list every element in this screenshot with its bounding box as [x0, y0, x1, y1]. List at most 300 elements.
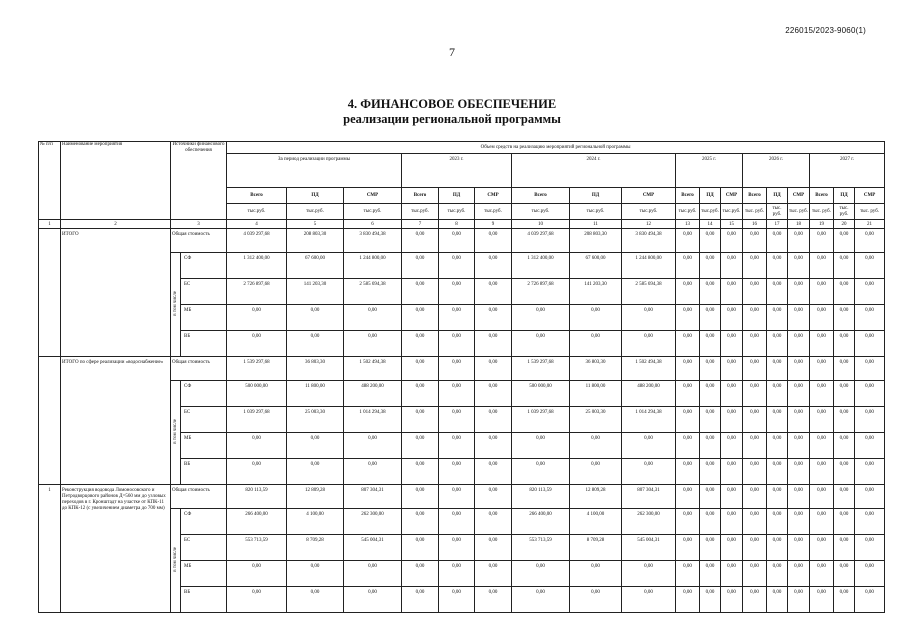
value-cell: 0,00 — [287, 433, 344, 459]
value-cell: 0,00 — [700, 381, 721, 407]
value-cell: 262 300,00 — [344, 509, 402, 535]
value-cell: 0,00 — [439, 279, 475, 305]
value-cell: 0,00 — [788, 561, 810, 587]
header-sublabel: ПД — [570, 188, 622, 204]
header-sublabel: СМР — [475, 188, 512, 204]
value-cell: 0,00 — [834, 407, 855, 433]
value-cell: 0,00 — [767, 509, 788, 535]
header-sublabel: Всего — [512, 188, 570, 204]
value-cell: 0,00 — [743, 433, 767, 459]
value-cell: 0,00 — [700, 459, 721, 485]
value-cell: 0,00 — [475, 485, 512, 509]
value-cell: 0,00 — [743, 305, 767, 331]
row-number — [39, 357, 61, 485]
value-cell: 36 803,30 — [570, 357, 622, 381]
header-year-2023: 2023 г. — [402, 154, 512, 188]
value-cell: 0,00 — [344, 587, 402, 613]
value-cell: 3 830 494,38 — [622, 229, 676, 253]
value-cell: 0,00 — [855, 279, 885, 305]
value-cell: 0,00 — [227, 561, 287, 587]
header-column-numbers-row — [39, 220, 885, 229]
value-cell: 0,00 — [834, 535, 855, 561]
table-row — [39, 485, 885, 509]
column-number: 12 — [622, 220, 676, 229]
value-cell: 0,00 — [767, 561, 788, 587]
value-cell: 820 113,59 — [512, 485, 570, 509]
value-cell: 545 004,31 — [622, 535, 676, 561]
value-cell: 0,00 — [743, 407, 767, 433]
value-cell: 2 585 694,38 — [622, 279, 676, 305]
source-мб: МБ — [181, 561, 227, 587]
value-cell: 0,00 — [676, 253, 700, 279]
column-number: 1 — [39, 220, 61, 229]
value-cell: 0,00 — [810, 459, 834, 485]
event-name: Реконструкция водовода Ломоносовского и Петродворцового районов Д=560 мм до узловых переходов в г. Кронштадт на участке от КПК-11 до КПК-12 (с увеличением диаметра до 700 мм) — [61, 485, 171, 613]
value-cell: 0,00 — [743, 331, 767, 357]
value-cell: 141 203,30 — [287, 279, 344, 305]
value-cell: 0,00 — [622, 459, 676, 485]
financing-table-container — [38, 141, 880, 603]
header-unit: тыс.руб. — [512, 204, 570, 220]
value-cell: 553 713,59 — [227, 535, 287, 561]
value-cell: 0,00 — [676, 305, 700, 331]
value-cell: 0,00 — [287, 587, 344, 613]
value-cell: 208 803,30 — [287, 229, 344, 253]
value-cell: 262 300,00 — [622, 509, 676, 535]
value-cell: 0,00 — [810, 253, 834, 279]
value-cell: 0,00 — [676, 381, 700, 407]
title-line-2: реализации региональной программы — [343, 112, 561, 126]
value-cell: 500 000,00 — [227, 381, 287, 407]
value-cell: 0,00 — [622, 433, 676, 459]
value-cell: 0,00 — [721, 535, 743, 561]
value-cell: 0,00 — [743, 279, 767, 305]
value-cell: 0,00 — [475, 279, 512, 305]
value-cell: 4 039 297,68 — [512, 229, 570, 253]
in-that-number-text: в том числе — [173, 547, 178, 572]
value-cell: 0,00 — [676, 433, 700, 459]
value-cell: 1 244 800,00 — [622, 253, 676, 279]
value-cell: 0,00 — [700, 485, 721, 509]
value-cell: 0,00 — [402, 509, 439, 535]
header-unit: тыс.руб. — [439, 204, 475, 220]
value-cell: 0,00 — [834, 229, 855, 253]
value-cell: 8 709,28 — [570, 535, 622, 561]
value-cell: 0,00 — [767, 305, 788, 331]
source-сф: СФ — [181, 509, 227, 535]
value-cell: 0,00 — [834, 331, 855, 357]
value-cell: 0,00 — [810, 535, 834, 561]
value-cell: 0,00 — [402, 561, 439, 587]
column-number: 21 — [855, 220, 885, 229]
value-cell: 0,00 — [402, 229, 439, 253]
value-cell: 0,00 — [439, 381, 475, 407]
value-cell: 0,00 — [700, 229, 721, 253]
header-unit: тыс.руб. — [402, 204, 439, 220]
value-cell: 0,00 — [767, 407, 788, 433]
value-cell: 266 400,00 — [512, 509, 570, 535]
column-number: 17 — [767, 220, 788, 229]
header-unit: тыс.руб. — [700, 204, 721, 220]
value-cell: 8 709,28 — [287, 535, 344, 561]
value-cell: 0,00 — [439, 485, 475, 509]
header-year-2026: 2026 г. — [743, 154, 810, 188]
value-cell: 1 312 400,00 — [512, 253, 570, 279]
value-cell: 0,00 — [743, 509, 767, 535]
value-cell: 0,00 — [622, 331, 676, 357]
column-number: 18 — [788, 220, 810, 229]
in-that-number-label — [171, 253, 181, 357]
value-cell: 0,00 — [676, 509, 700, 535]
value-cell: 0,00 — [512, 331, 570, 357]
source-total: Общая стоимость — [171, 485, 227, 509]
value-cell: 0,00 — [767, 587, 788, 613]
value-cell: 0,00 — [402, 331, 439, 357]
value-cell: 0,00 — [834, 357, 855, 381]
value-cell: 0,00 — [676, 279, 700, 305]
value-cell: 0,00 — [721, 407, 743, 433]
value-cell: 0,00 — [475, 561, 512, 587]
value-cell: 0,00 — [475, 459, 512, 485]
value-cell: 1 539 297,68 — [512, 357, 570, 381]
value-cell: 0,00 — [475, 253, 512, 279]
value-cell: 0,00 — [227, 459, 287, 485]
value-cell: 1 244 800,00 — [344, 253, 402, 279]
value-cell: 0,00 — [700, 279, 721, 305]
value-cell: 0,00 — [810, 381, 834, 407]
value-cell: 0,00 — [700, 587, 721, 613]
column-number: 9 — [475, 220, 512, 229]
value-cell: 1 014 294,38 — [622, 407, 676, 433]
value-cell: 0,00 — [512, 305, 570, 331]
value-cell: 0,00 — [788, 407, 810, 433]
value-cell: 0,00 — [439, 331, 475, 357]
document-id: 226015/2023-9060(1) — [785, 26, 866, 35]
value-cell: 0,00 — [834, 433, 855, 459]
value-cell: 0,00 — [439, 561, 475, 587]
value-cell: 0,00 — [855, 357, 885, 381]
value-cell: 3 830 494,38 — [344, 229, 402, 253]
title-line-1: 4. ФИНАНСОВОЕ ОБЕСПЕЧЕНИЕ — [347, 97, 557, 111]
value-cell: 488 200,00 — [622, 381, 676, 407]
value-cell: 0,00 — [788, 357, 810, 381]
header-sublabel: СМР — [622, 188, 676, 204]
source-бс: БС — [181, 279, 227, 305]
value-cell: 0,00 — [810, 305, 834, 331]
source-вб: ВБ — [181, 587, 227, 613]
value-cell: 0,00 — [788, 305, 810, 331]
column-number: 7 — [402, 220, 439, 229]
value-cell: 488 200,00 — [344, 381, 402, 407]
value-cell: 0,00 — [227, 305, 287, 331]
value-cell: 0,00 — [767, 229, 788, 253]
value-cell: 0,00 — [721, 587, 743, 613]
value-cell: 0,00 — [700, 509, 721, 535]
column-number: 14 — [700, 220, 721, 229]
value-cell: 0,00 — [402, 357, 439, 381]
value-cell: 0,00 — [439, 305, 475, 331]
header-unit: тыс. руб. — [834, 204, 855, 220]
value-cell: 0,00 — [721, 485, 743, 509]
value-cell: 1 502 494,38 — [344, 357, 402, 381]
value-cell: 0,00 — [788, 459, 810, 485]
value-cell: 0,00 — [767, 357, 788, 381]
value-cell: 807 304,31 — [622, 485, 676, 509]
source-вб: ВБ — [181, 459, 227, 485]
value-cell: 0,00 — [767, 331, 788, 357]
value-cell: 0,00 — [700, 305, 721, 331]
value-cell: 0,00 — [834, 485, 855, 509]
value-cell: 0,00 — [622, 587, 676, 613]
source-мб: МБ — [181, 433, 227, 459]
header-year-2025: 2025 г. — [676, 154, 743, 188]
source-total: Общая стоимость — [171, 229, 227, 253]
header-year-2027: 2027 г. — [810, 154, 885, 188]
value-cell: 0,00 — [834, 459, 855, 485]
value-cell: 0,00 — [439, 509, 475, 535]
header-sublabel: СМР — [788, 188, 810, 204]
header-source: Источники финансового обеспечения — [171, 142, 227, 220]
header-sublabel: СМР — [721, 188, 743, 204]
header-unit: тыс.руб. — [475, 204, 512, 220]
value-cell: 0,00 — [810, 357, 834, 381]
value-cell: 0,00 — [227, 433, 287, 459]
header-sublabel: ПД — [700, 188, 721, 204]
value-cell: 0,00 — [512, 433, 570, 459]
value-cell: 0,00 — [570, 587, 622, 613]
value-cell: 0,00 — [834, 509, 855, 535]
value-cell: 0,00 — [700, 561, 721, 587]
value-cell: 0,00 — [810, 587, 834, 613]
value-cell: 0,00 — [439, 357, 475, 381]
value-cell: 25 003,30 — [570, 407, 622, 433]
row-number — [39, 229, 61, 357]
header-sublabel: ПД — [767, 188, 788, 204]
value-cell: 1 014 294,38 — [344, 407, 402, 433]
value-cell: 0,00 — [788, 381, 810, 407]
header-sublabel: СМР — [855, 188, 885, 204]
value-cell: 0,00 — [622, 561, 676, 587]
header-volume: Объем средств на реализацию мероприятий региональной программы — [227, 142, 885, 154]
header-unit: тыс.руб. — [344, 204, 402, 220]
value-cell: 0,00 — [402, 253, 439, 279]
value-cell: 1 502 494,38 — [622, 357, 676, 381]
value-cell: 0,00 — [743, 459, 767, 485]
header-unit: тыс. руб. — [767, 204, 788, 220]
value-cell: 0,00 — [287, 561, 344, 587]
source-сф: СФ — [181, 381, 227, 407]
value-cell: 0,00 — [834, 253, 855, 279]
page-number: 7 — [449, 45, 455, 59]
header-sublabel: СМР — [344, 188, 402, 204]
column-number: 13 — [676, 220, 700, 229]
value-cell: 25 003,30 — [287, 407, 344, 433]
value-cell: 0,00 — [855, 433, 885, 459]
value-cell: 0,00 — [721, 433, 743, 459]
column-number: 3 — [171, 220, 227, 229]
value-cell: 0,00 — [402, 381, 439, 407]
value-cell: 0,00 — [721, 357, 743, 381]
value-cell: 2 726 897,68 — [512, 279, 570, 305]
value-cell: 0,00 — [721, 459, 743, 485]
value-cell: 0,00 — [570, 433, 622, 459]
column-number: 2 — [61, 220, 171, 229]
value-cell: 0,00 — [767, 279, 788, 305]
value-cell: 0,00 — [855, 509, 885, 535]
value-cell: 0,00 — [721, 509, 743, 535]
event-name: ИТОГО — [61, 229, 171, 357]
value-cell: 0,00 — [700, 535, 721, 561]
value-cell: 0,00 — [570, 331, 622, 357]
value-cell: 0,00 — [700, 407, 721, 433]
value-cell: 0,00 — [512, 459, 570, 485]
value-cell: 0,00 — [810, 331, 834, 357]
header-name: Наименование мероприятия — [61, 142, 171, 220]
value-cell: 0,00 — [767, 381, 788, 407]
value-cell: 0,00 — [743, 229, 767, 253]
value-cell: 266 400,00 — [227, 509, 287, 535]
value-cell: 0,00 — [475, 509, 512, 535]
value-cell: 0,00 — [743, 561, 767, 587]
value-cell: 0,00 — [721, 305, 743, 331]
header-unit: тыс.руб. — [721, 204, 743, 220]
value-cell: 0,00 — [402, 279, 439, 305]
in-that-number-label — [171, 509, 181, 613]
value-cell: 0,00 — [512, 587, 570, 613]
value-cell: 0,00 — [810, 279, 834, 305]
value-cell: 0,00 — [721, 381, 743, 407]
header-sublabel: ПД — [439, 188, 475, 204]
value-cell: 0,00 — [855, 305, 885, 331]
column-number: 8 — [439, 220, 475, 229]
value-cell: 0,00 — [475, 357, 512, 381]
value-cell: 0,00 — [475, 331, 512, 357]
value-cell: 0,00 — [344, 331, 402, 357]
value-cell: 11 800,00 — [570, 381, 622, 407]
value-cell: 0,00 — [402, 535, 439, 561]
value-cell: 0,00 — [834, 279, 855, 305]
source-сф: СФ — [181, 253, 227, 279]
value-cell: 0,00 — [810, 433, 834, 459]
value-cell: 0,00 — [439, 229, 475, 253]
value-cell: 36 803,30 — [287, 357, 344, 381]
value-cell: 1 539 297,68 — [227, 357, 287, 381]
value-cell: 0,00 — [721, 561, 743, 587]
value-cell: 0,00 — [834, 561, 855, 587]
column-number: 10 — [512, 220, 570, 229]
value-cell: 0,00 — [570, 459, 622, 485]
value-cell: 0,00 — [810, 485, 834, 509]
value-cell: 67 600,00 — [287, 253, 344, 279]
source-бс: БС — [181, 407, 227, 433]
value-cell: 0,00 — [855, 407, 885, 433]
value-cell: 0,00 — [855, 459, 885, 485]
value-cell: 0,00 — [855, 535, 885, 561]
header-sublabel: Всего — [810, 188, 834, 204]
value-cell: 4 100,00 — [287, 509, 344, 535]
header-sublabel: ПД — [287, 188, 344, 204]
header-no: № п/п — [39, 142, 61, 220]
value-cell: 0,00 — [402, 407, 439, 433]
header-sublabel: ПД — [834, 188, 855, 204]
value-cell: 0,00 — [834, 305, 855, 331]
value-cell: 1 039 297,68 — [227, 407, 287, 433]
value-cell: 11 800,00 — [287, 381, 344, 407]
value-cell: 0,00 — [834, 381, 855, 407]
column-number: 20 — [834, 220, 855, 229]
column-number: 6 — [344, 220, 402, 229]
value-cell: 12 809,28 — [570, 485, 622, 509]
table-row — [39, 229, 885, 253]
source-вб: ВБ — [181, 331, 227, 357]
value-cell: 0,00 — [570, 305, 622, 331]
value-cell: 0,00 — [227, 587, 287, 613]
value-cell: 0,00 — [788, 279, 810, 305]
value-cell: 0,00 — [227, 331, 287, 357]
value-cell: 0,00 — [743, 357, 767, 381]
column-number: 5 — [287, 220, 344, 229]
column-number: 16 — [743, 220, 767, 229]
value-cell: 0,00 — [810, 509, 834, 535]
value-cell: 0,00 — [402, 587, 439, 613]
row-number: 1 — [39, 485, 61, 613]
in-that-number-text: в том числе — [173, 291, 178, 316]
header-unit: тыс. руб. — [743, 204, 767, 220]
value-cell: 0,00 — [402, 459, 439, 485]
value-cell: 0,00 — [767, 253, 788, 279]
value-cell: 0,00 — [855, 587, 885, 613]
source-total: Общая стоимость — [171, 357, 227, 381]
value-cell: 1 312 400,00 — [227, 253, 287, 279]
table-row — [39, 357, 885, 381]
value-cell: 807 304,31 — [344, 485, 402, 509]
value-cell: 0,00 — [743, 587, 767, 613]
value-cell: 0,00 — [475, 535, 512, 561]
page-title — [0, 97, 904, 127]
value-cell: 141 203,30 — [570, 279, 622, 305]
value-cell: 500 000,00 — [512, 381, 570, 407]
value-cell: 2 726 897,68 — [227, 279, 287, 305]
value-cell: 0,00 — [700, 357, 721, 381]
header-unit: тыс.руб. — [227, 204, 287, 220]
value-cell: 0,00 — [344, 561, 402, 587]
value-cell: 0,00 — [439, 535, 475, 561]
header-unit: тыс.руб. — [622, 204, 676, 220]
value-cell: 0,00 — [439, 407, 475, 433]
value-cell: 0,00 — [810, 229, 834, 253]
value-cell: 0,00 — [475, 407, 512, 433]
value-cell: 0,00 — [788, 509, 810, 535]
header-unit: тыс. руб. — [788, 204, 810, 220]
value-cell: 0,00 — [767, 485, 788, 509]
value-cell: 0,00 — [475, 587, 512, 613]
header-sublabel: Всего — [676, 188, 700, 204]
value-cell: 4 100,00 — [570, 509, 622, 535]
value-cell: 0,00 — [721, 331, 743, 357]
value-cell: 0,00 — [676, 561, 700, 587]
value-cell: 0,00 — [512, 561, 570, 587]
header-unit: тыс. руб. — [855, 204, 885, 220]
value-cell: 0,00 — [570, 561, 622, 587]
value-cell: 0,00 — [855, 331, 885, 357]
value-cell: 0,00 — [855, 229, 885, 253]
value-cell: 0,00 — [475, 433, 512, 459]
value-cell: 0,00 — [810, 407, 834, 433]
value-cell: 0,00 — [788, 331, 810, 357]
value-cell: 0,00 — [767, 459, 788, 485]
value-cell: 0,00 — [439, 587, 475, 613]
value-cell: 0,00 — [344, 305, 402, 331]
